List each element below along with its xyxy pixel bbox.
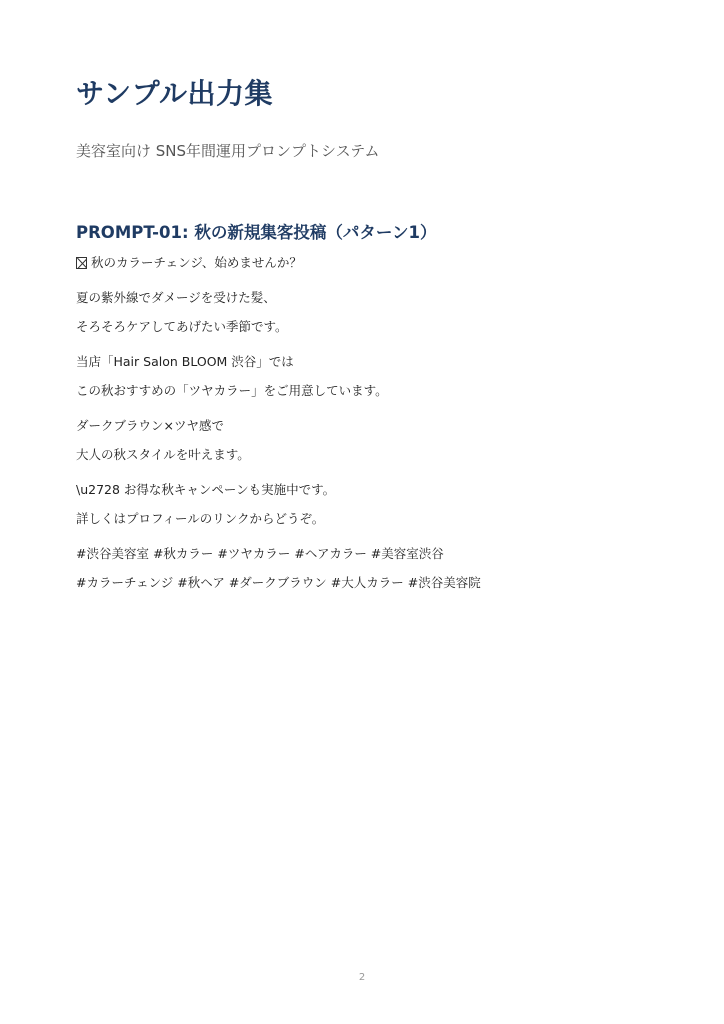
output-line-4: 当店「Hair Salon BLOOM 渋谷」では [76,354,294,369]
prompt-heading: PROMPT-01: 秋の新規集客投稿（パターン1） [76,223,437,242]
hashtag-line-1: #渋谷美容室 #秋カラー #ツヤカラー #ヘアカラー #美容室渋谷 [76,546,444,561]
missing-glyph-icon [76,257,87,269]
output-line-8: \u2728 お得な秋キャンペーンも実施中です。 [76,482,336,497]
output-line-5: この秋おすすめの「ツヤカラー」をご用意しています。 [76,383,388,398]
page-title: サンプル出力集 [76,77,273,110]
page-subtitle: 美容室向け SNS年間運用プロンプトシステム [76,142,380,160]
page-number: 2 [358,972,366,983]
output-line-3: そろそろケアしてあげたい季節です。 [76,319,288,334]
output-line-6: ダークブラウン×ツヤ感で [76,418,224,433]
hashtag-line-2: #カラーチェンジ #秋ヘア #ダークブラウン #大人カラー #渋谷美容院 [76,575,481,590]
output-line-9: 詳しくはプロフィールのリンクからどうぞ。 [76,511,325,526]
output-line-1-text: 秋のカラーチェンジ、始めませんか？ [91,255,302,270]
output-line-7: 大人の秋スタイルを叶えます。 [76,447,250,462]
prompt-output-body [76,253,676,593]
output-line-2: 夏の紫外線でダメージを受けた髪、 [76,290,276,305]
output-line-1 [76,253,676,273]
